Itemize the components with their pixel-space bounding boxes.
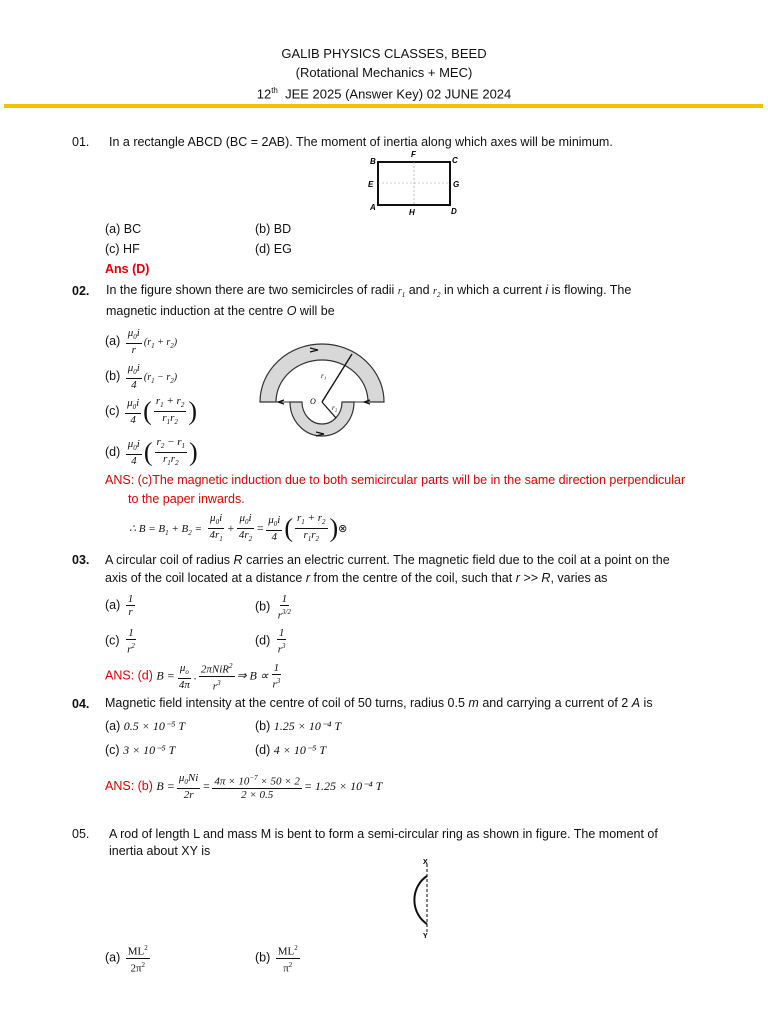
q4-text: Magnetic field intensity at the centre of coil of 50 turns, radius 0.5 m and carrying a current of 2 A is [105,696,653,710]
q2-text-line2: magnetic induction at the centre O will be [106,304,335,318]
q3-option-b[interactable]: (b) $\frac{1}{r^{3/2}}$ [255,593,291,622]
q2-option-c[interactable]: (c) $\frac{\mu_0i}{4}$ ( $\frac{r_1 + r_2}{r_1r_2}$ ) [105,395,197,427]
q3-option-a[interactable]: (a) $\frac{1}{r}$ [105,593,134,618]
q1-answer: Ans (D) [105,262,150,276]
q5-semicircle-figure [390,856,440,940]
q2-answer-line1: ANS: (c)The magnetic induction due to both semicircular parts will be in the same direction perpendicular [105,473,686,487]
q2-option-a[interactable]: (a) $\frac{\mu_0i}{r}$ $(r_1 + r_2)$ [105,327,178,357]
q1-number: 01. [72,135,90,149]
q1-rectangle-figure [364,150,464,220]
q1-fig-label-a: A [370,203,376,212]
q5-text-line2: inertia about XY is [109,844,211,858]
q3-number: 03. [72,553,90,567]
q2-answer-line2: to the paper inwards. [128,492,245,506]
q1-fig-label-g: G [453,180,460,189]
q5-option-b[interactable]: (b) $\frac{ML^2}{\pi^2}$ [255,944,298,975]
q2-fig-label-r1: r₁ [321,372,327,380]
q1-option-b[interactable]: (b) BD [255,222,292,236]
q4-answer: ANS: (b) B = $\frac{\mu_0Ni}{2r}$ = $\frac{4\pi \times 10^{-7} \times 50 \times 2}{2 \times 0.5}$ = 1.25 × 10⁻⁴ T [105,772,383,802]
q2-fig-label-o: O [310,397,316,406]
header-grade: 12 [256,86,272,102]
q5-fig-label-y: Y [423,933,428,940]
q1-option-d[interactable]: (d) EG [255,242,292,256]
q1-fig-label-d: D [451,207,457,216]
q5-fig-label-x: X [423,859,428,866]
q2-text-part1: In the figure shown there are two semicircles of radii [106,283,395,297]
q2-r1: $r_1$ [397,286,406,299]
q3-answer: ANS: (d) B = $\frac{\mu_o}{4\pi}$ . $\frac{2\pi NiR^2}{r^3}$ ⇒ B ∝ $\frac{1}{r^3}$ [105,661,281,693]
q1-option-c[interactable]: (c) HF [105,242,140,256]
header-exam-line [0,81,768,103]
q3-text-line1: A circular coil of radius R carries an electric current. The magnetic field due to the coil at a point on the [105,553,670,567]
header-subtitle: (Rotational Mechanics + MEC) [295,65,473,80]
q4-number: 04. [72,697,90,711]
q2-semicircle-figure [254,338,390,442]
q1-fig-label-b: B [370,157,376,166]
q4-option-a[interactable]: (a) 0.5 × 10⁻⁵ T [105,719,186,733]
header-divider [4,104,763,108]
q3-option-c[interactable]: (c) $\frac{1}{r^2}$ [105,627,135,656]
q4-option-d[interactable]: (d) 4 × 10⁻⁵ T [255,743,327,757]
q1-fig-label-h: H [409,208,415,217]
q2-text-part3: is flowing. The [551,283,632,297]
q3-option-d[interactable]: (d) $\frac{1}{r^3}$ [255,627,286,656]
q5-option-a[interactable]: (a) $\frac{ML^2}{2\pi^2}$ [105,944,148,975]
header-title: GALIB PHYSICS CLASSES, BEED [281,46,487,61]
q5-number: 05. [72,827,90,841]
q2-fig-label-r2: r₂ [332,404,338,412]
q1-fig-label-e: E [368,180,374,189]
q3-text-line2: axis of the coil located at a distance r from the centre of the coil, such that r >> R, varies as [105,571,608,585]
q1-fig-label-c: C [452,156,458,165]
q2-answer-formula: ∴ $B = B_1 + B_2$ = $\frac{\mu_0i}{4r_1}$ + $\frac{\mu_0i}{4r_2}$ = $\frac{\mu_0i}{4}$ ( $\frac{r_1 + r_2}{r_1r_2}$ )⊗ [129,512,348,544]
header-exam: JEE 2025 (Answer Key) 02 JUNE 2024 [285,86,512,102]
q1-text: In a rectangle ABCD (BC = 2AB). The moment of inertia along which axes will be minimum. [109,135,613,149]
q1-option-a[interactable]: (a) BC [105,222,142,236]
q2-r2: $r_2$ [433,286,441,299]
q2-and: and [408,283,430,297]
q2-option-b[interactable]: (b) $\frac{\mu_0i}{4}$ $(r_1 - r_2)$ [105,362,178,392]
q2-current-i: i [545,283,549,297]
q5-text-line1: A rod of length L and mass M is bent to form a semi-circular ring as shown in figure. The moment of [109,827,658,841]
q2-number: 02. [72,284,90,298]
q1-fig-label-f: F [411,150,416,159]
q2-option-d[interactable]: (d) $\frac{\mu_0i}{4}$ ( $\frac{r_2 - r_1}{r_1r_2}$ ) [105,436,198,468]
q2-text-part2: in which a current [443,283,542,297]
header-grade-sup: th [271,86,278,95]
q4-option-b[interactable]: (b) 1.25 × 10⁻⁴ T [255,719,342,733]
q4-option-c[interactable]: (c) 3 × 10⁻⁵ T [105,743,176,757]
